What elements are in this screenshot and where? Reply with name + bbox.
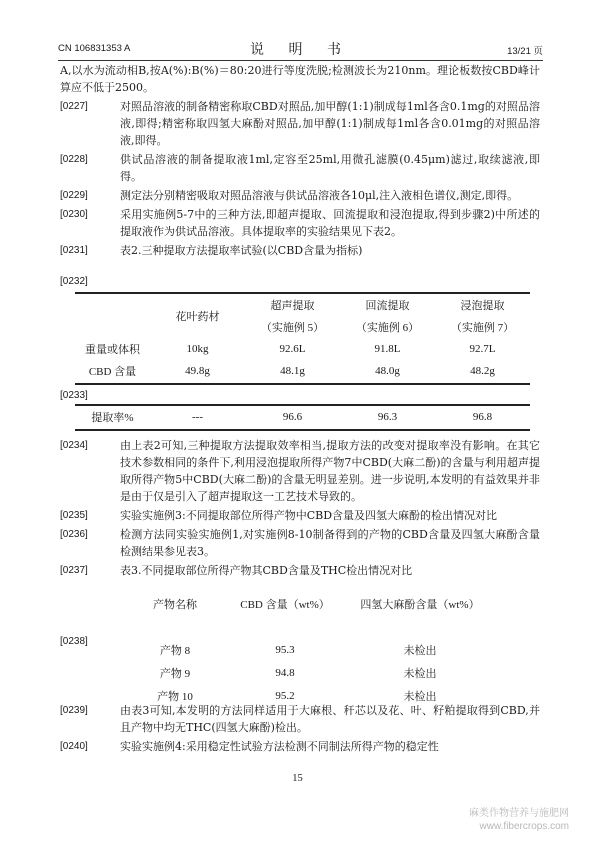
paragraph-number: [0239]	[60, 705, 88, 716]
table-header-row	[75, 294, 530, 316]
table-header-cell: 花叶药材	[175, 311, 220, 323]
table-2	[75, 294, 530, 382]
paragraph-number: [0235]	[60, 510, 88, 521]
table-caption: 表2.三种提取方法提取率试验(以CBD含量为指标)	[120, 244, 363, 257]
table-cell: 未检出	[403, 667, 437, 680]
table-cell: 48.0g	[375, 365, 400, 377]
table-header-cell	[75, 316, 150, 338]
paragraph-text: 采用实施例5-7中的三种方法,即超声提取、回流提取和浸泡提取,得到步骤2)中所述的提取液作为供试品溶液。具体提取率的实验结果见下表2。	[120, 208, 540, 238]
paragraph-text: 供试品溶液的制备提取液1ml,定容至25ml,用微孔滤膜(0.45μm)滤过,取续滤液,即得。	[120, 153, 540, 183]
table-header-cell: 浸泡提取	[460, 300, 505, 312]
table-cell: 提取率%	[91, 412, 134, 424]
table-cell: 10kg	[186, 343, 209, 355]
table-cell: 96.3	[377, 411, 398, 423]
paragraph-text: 由上表2可知,三种提取方法提取效率相当,提取方法的改变对提取率没有影响。在其它技术参数相同的条件下,利用浸泡提取所得产物7中CBD(大麻二酚)的含量与利用超声提取所得产物5中CBD(大麻二酚)的含量无明显差别。进一步说明,本发明的有益效果并非是由于仅是引入了超声提取这一工艺技术导致的。	[120, 439, 540, 503]
paragraph-0230	[60, 206, 540, 240]
paragraph-text: 实验实施例3:不同提取部位所得产物中CBD含量及四氢大麻酚的检出情况对比	[120, 509, 498, 522]
paragraph-0231	[60, 242, 540, 259]
paragraph-0240	[60, 738, 540, 755]
paragraph-0229	[60, 187, 540, 204]
paragraph-0236	[60, 526, 540, 560]
document-title: 说 明 书	[250, 42, 351, 58]
table-cell: 95.2	[275, 689, 295, 702]
table-cell: 产物 9	[159, 667, 191, 680]
paragraph-number: [0231]	[60, 245, 88, 256]
paragraph-text: 检测方法同实验实施例1,对实施例8-10制备得到的产物的CBD含量及四氢大麻酚含量检测结果参见表3。	[120, 528, 540, 558]
table-cell: 产物 10	[157, 690, 193, 703]
table-header-cell: CBD 含量（wt%）	[240, 598, 330, 611]
table-cell: 96.6	[282, 411, 303, 423]
paragraph-text: A,以水为流动相B,按A(%):B(%)＝80:20进行等度洗脱;检测波长为210nm。理论板数按CBD峰计算应不低于2500。	[60, 64, 540, 94]
table-header-cell: 四氢大麻酚含量（wt%）	[360, 598, 480, 611]
paragraph-number: [0228]	[60, 154, 88, 165]
header-divider	[58, 60, 543, 61]
table-cell: 95.3	[275, 643, 295, 656]
table-header-cell: 产物名称	[153, 598, 197, 611]
paragraph-number-0238: [0238]	[60, 636, 88, 647]
paragraph-0239	[60, 702, 540, 736]
paragraph-number-0232: [0232]	[60, 276, 88, 287]
table-cell: 92.7L	[469, 343, 496, 355]
watermark-url: www.fibercrops.com	[479, 821, 569, 832]
table-cell: 48.1g	[280, 365, 305, 377]
table-header-cell: （实施例 5）	[260, 322, 325, 334]
table-header-cell	[75, 294, 150, 316]
paragraph-text: 由表3可知,本发明的方法同样适用于大麻根、秆芯以及花、叶、籽粕提取得到CBD,并且产物中均无THC(四氢大麻酚)检出。	[120, 704, 540, 734]
paragraph-number: [0237]	[60, 565, 88, 576]
table-header-subrow	[75, 316, 530, 338]
paragraph-continued	[60, 62, 540, 96]
table-row	[125, 661, 495, 684]
table-caption: 表3.不同提取部位所得产物其CBD含量及THC检出情况对比	[120, 564, 413, 577]
site-watermark	[469, 807, 569, 833]
paragraph-0237	[60, 562, 540, 579]
table-cell: 未检出	[403, 690, 437, 703]
table-header-cell: 回流提取	[365, 300, 410, 312]
table-cell: ---	[192, 411, 203, 423]
paragraph-number: [0240]	[60, 741, 88, 752]
paragraph-0227	[60, 98, 540, 149]
page-header	[58, 39, 543, 59]
table-3	[125, 592, 495, 707]
table-cell: CBD 含量	[88, 366, 137, 378]
body-text-mid	[60, 437, 540, 581]
watermark-title: 麻类作物营养与施肥网	[469, 808, 569, 819]
table-cell: 91.8L	[374, 343, 401, 355]
paragraph-0234	[60, 437, 540, 505]
table-cell: 92.6L	[279, 343, 306, 355]
table-header-cell: （实施例 6）	[355, 322, 420, 334]
table2b-bottom-rule	[75, 429, 530, 431]
table-cell: 重量或体积	[85, 344, 140, 356]
table-header-cell: 超声提取	[270, 300, 315, 312]
paragraph-number: [0227]	[60, 101, 88, 112]
paragraph-text: 实验实施例4:采用稳定性试验方法检测不同制法所得产物的稳定性	[120, 740, 439, 753]
paragraph-0228	[60, 151, 540, 185]
body-text-top	[60, 62, 540, 261]
table-header-row	[125, 592, 495, 615]
paragraph-0235	[60, 507, 540, 524]
table-row	[125, 638, 495, 661]
paragraph-number: [0234]	[60, 440, 88, 451]
table-row	[75, 360, 530, 382]
page-indicator: 13/21 页	[507, 46, 543, 57]
table2-bottom-rule	[75, 383, 530, 385]
paragraph-number-0233: [0233]	[60, 390, 88, 401]
table-spacer-row	[125, 615, 495, 638]
table-cell: 96.8	[472, 411, 493, 423]
table-header-cell: （实施例 7）	[450, 322, 515, 334]
table-cell: 未检出	[403, 644, 437, 657]
table-cell: 49.8g	[185, 365, 210, 377]
page-number: 15	[292, 773, 303, 784]
table-2-rate	[75, 406, 530, 428]
body-text-bottom	[60, 702, 540, 757]
table-cell: 94.8	[275, 666, 295, 679]
paragraph-number: [0229]	[60, 190, 88, 201]
table-cell: 48.2g	[470, 365, 495, 377]
patent-number: CN 106831353 A	[58, 43, 131, 54]
table-row	[75, 338, 530, 360]
table-cell: 产物 8	[159, 644, 191, 657]
paragraph-text: 测定法分别精密吸取对照品溶液与供试品溶液各10μl,注入液相色谱仪,测定,即得。	[120, 189, 519, 202]
paragraph-text: 对照品溶液的制备精密称取CBD对照品,加甲醇(1:1)制成每1ml各含0.1mg的对照品溶液,即得;精密称取四氢大麻酚对照品,加甲醇(1:1)制成每1ml各含0.01mg的对照品溶液,即得。	[120, 100, 540, 147]
paragraph-number: [0230]	[60, 209, 88, 220]
table-row	[75, 406, 530, 428]
paragraph-number: [0236]	[60, 529, 88, 540]
